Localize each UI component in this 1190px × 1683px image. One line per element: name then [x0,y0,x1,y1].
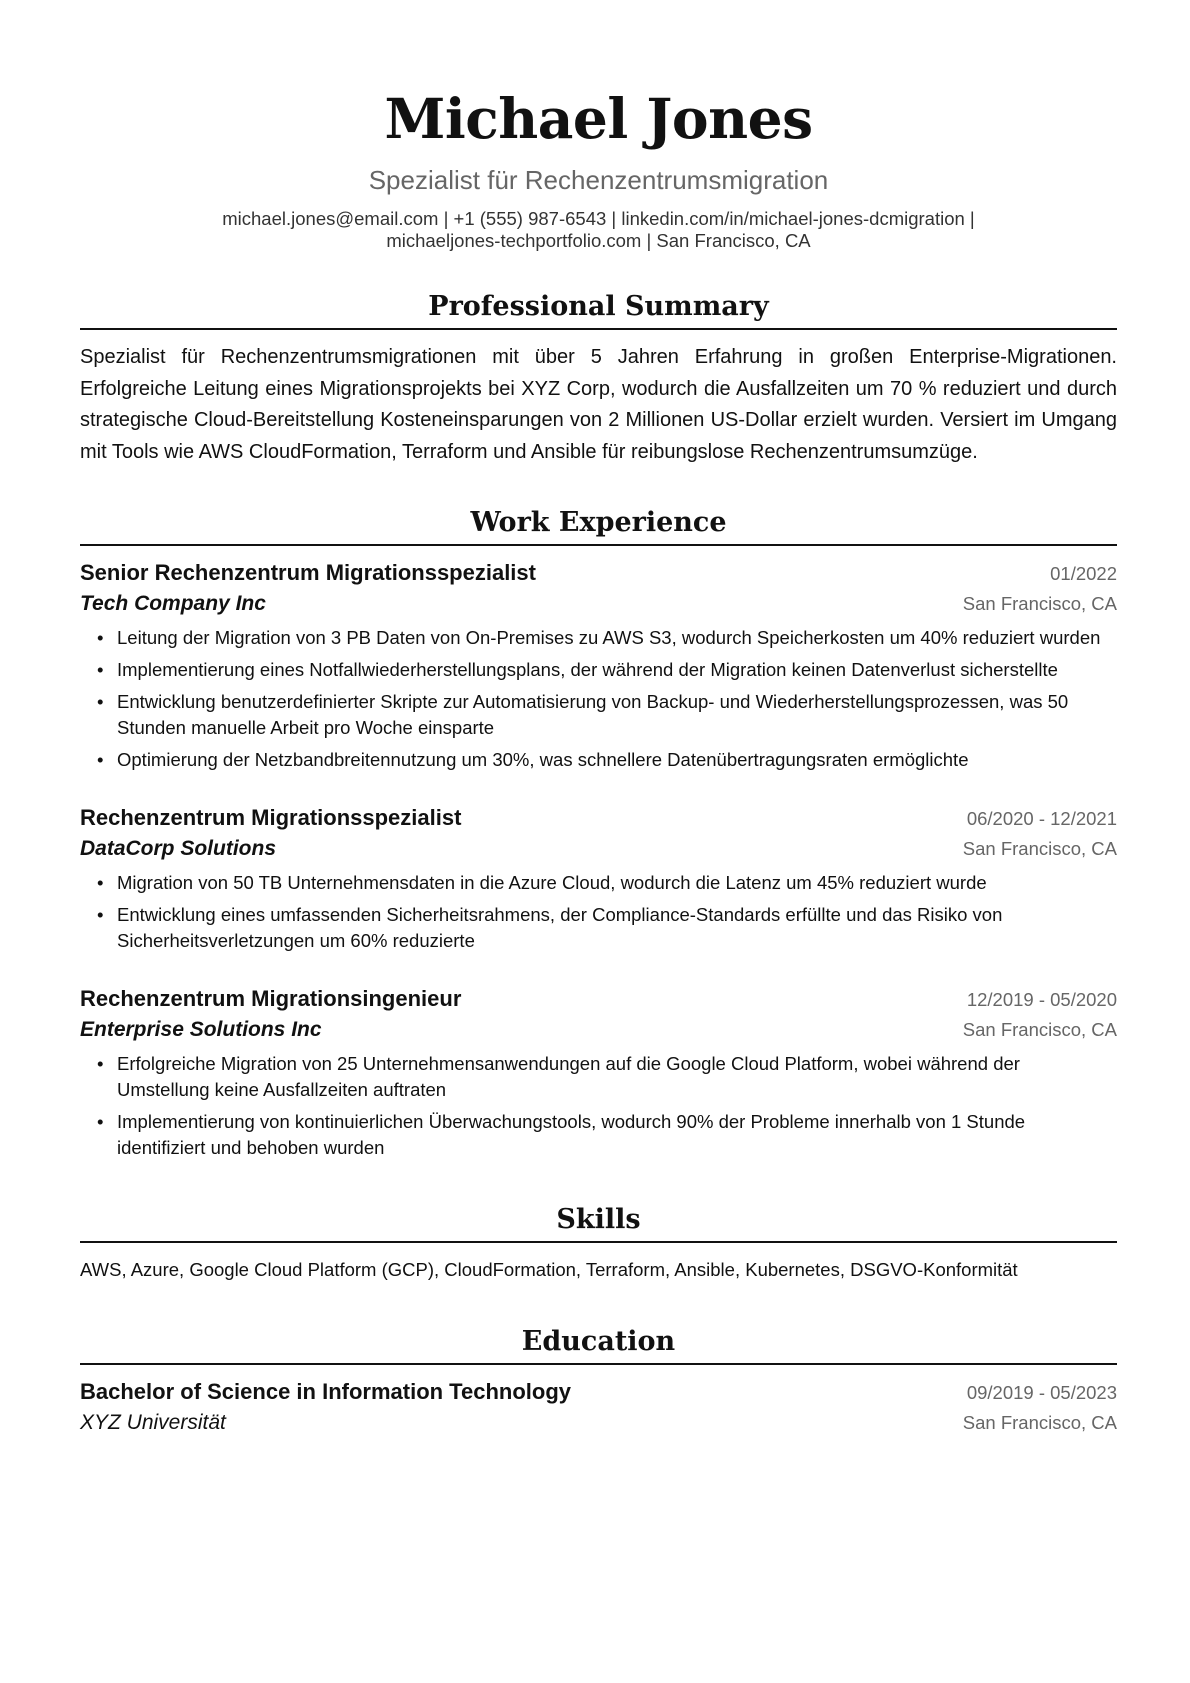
bullet-item: • Entwicklung eines umfassenden Sicherheitsrahmens, der Compliance-Standards erfüllte und das Risiko von Sicherheitsverletzungen um 60% reduzierte [117,902,1117,954]
education-divider [80,1363,1117,1365]
bullet-item: • Optimierung der Netzbandbreitennutzung um 30%, was schnellere Datenübertragungsraten ermöglichte [117,747,1117,773]
job-company: DataCorp Solutions [80,837,277,860]
education-date: 09/2019 - 05/2023 [966,1382,1117,1403]
summary-heading: Professional Summary [428,291,769,322]
skills-divider [80,1241,1117,1243]
job-entry [80,558,1117,773]
experience-heading: Work Experience [470,507,727,538]
education-location: San Francisco, CA [962,1412,1117,1433]
contact-line-2: michaeljones-techportfolio.com | San Francisco, CA [386,230,811,251]
education-section [80,1325,1117,1438]
job-location: San Francisco, CA [962,593,1117,614]
bullet-item: • Erfolgreiche Migration von 25 Unternehmensanwendungen auf die Google Cloud Platform, wobei während der Umstellung keine Ausfallzeiten auftraten [117,1051,1117,1103]
bullet-item: • Migration von 50 TB Unternehmensdaten in die Azure Cloud, wodurch die Latenz um 45% reduziert wurde [117,870,1117,896]
job-bullets [80,1051,1117,1161]
candidate-title: Spezialist für Rechenzentrumsmigration [368,165,829,195]
job-title: Rechenzentrum Migrationsingenieur [80,986,462,1011]
skills-section [80,1203,1117,1283]
resume-page [80,0,1117,1438]
summary-divider [80,328,1117,330]
education-entry [80,1377,1117,1438]
job-entry [80,803,1117,954]
skills-list: AWS, Azure, Google Cloud Platform (GCP), CloudFormation, Terraform, Ansible, Kubernetes, DSGVO-Konformität [80,1259,1018,1280]
job-bullets [80,625,1117,773]
summary-text: Spezialist für Rechenzentrumsmigrationen mit über 5 Jahren Erfahrung in großen Enterprise-Migrationen. Erfolgreiche Leitung eines Migrationsprojekts bei XYZ Corp, wodurch die Ausfallzeiten um 70 % reduziert und durch strategische Cloud-Bereitstellung Kosteneinsparungen von 2 Millionen US-Dollar erzielt wurden. Versiert im Umgang mit Tools wie AWS CloudFormation, Terraform und Ansible für reibungslose Rechenzentrumsumzüge. [80,346,1117,463]
education-heading: Education [521,1326,676,1357]
candidate-name: Michael Jones [384,86,813,151]
contact-line-1: michael.jones@email.com | +1 (555) 987-6543 | linkedin.com/in/michael-jones-dcmigration | [222,208,975,229]
bullet-item: • Leitung der Migration von 3 PB Daten von On-Premises zu AWS S3, wodurch Speicherkosten um 40% reduziert wurden [117,625,1117,651]
job-location: San Francisco, CA [962,1019,1117,1040]
job-company: Enterprise Solutions Inc [80,1018,322,1041]
skills-heading: Skills [556,1204,641,1235]
experience-divider [80,544,1117,546]
job-date: 12/2019 - 05/2020 [966,989,1117,1010]
job-date: 06/2020 - 12/2021 [966,808,1117,829]
job-title: Rechenzentrum Migrationsspezialist [80,805,462,830]
job-date: 01/2022 [1050,563,1117,584]
education-degree: Bachelor of Science in Information Technology [80,1379,571,1404]
job-bullets [80,870,1117,954]
job-title: Senior Rechenzentrum Migrationsspezialist [80,560,536,585]
bullet-item: • Entwicklung benutzerdefinierter Skripte zur Automatisierung von Backup- und Wiederherstellungsprozessen, was 50 Stunden manuelle Arbeit pro Woche einsparte [117,689,1117,741]
contact-info [80,208,1117,252]
job-entry [80,984,1117,1161]
bullet-item: • Implementierung von kontinuierlichen Überwachungstools, wodurch 90% der Probleme innerhalb von 1 Stunde identifiziert und behoben wurden [117,1109,1117,1161]
bullet-item: • Implementierung eines Notfallwiederherstellungsplans, der während der Migration keinen Datenverlust sicherstellte [117,657,1117,683]
education-school: XYZ Universität [80,1411,226,1434]
experience-section [80,506,1117,1161]
job-location: San Francisco, CA [962,838,1117,859]
summary-section [80,290,1117,468]
job-company: Tech Company Inc [80,592,266,615]
